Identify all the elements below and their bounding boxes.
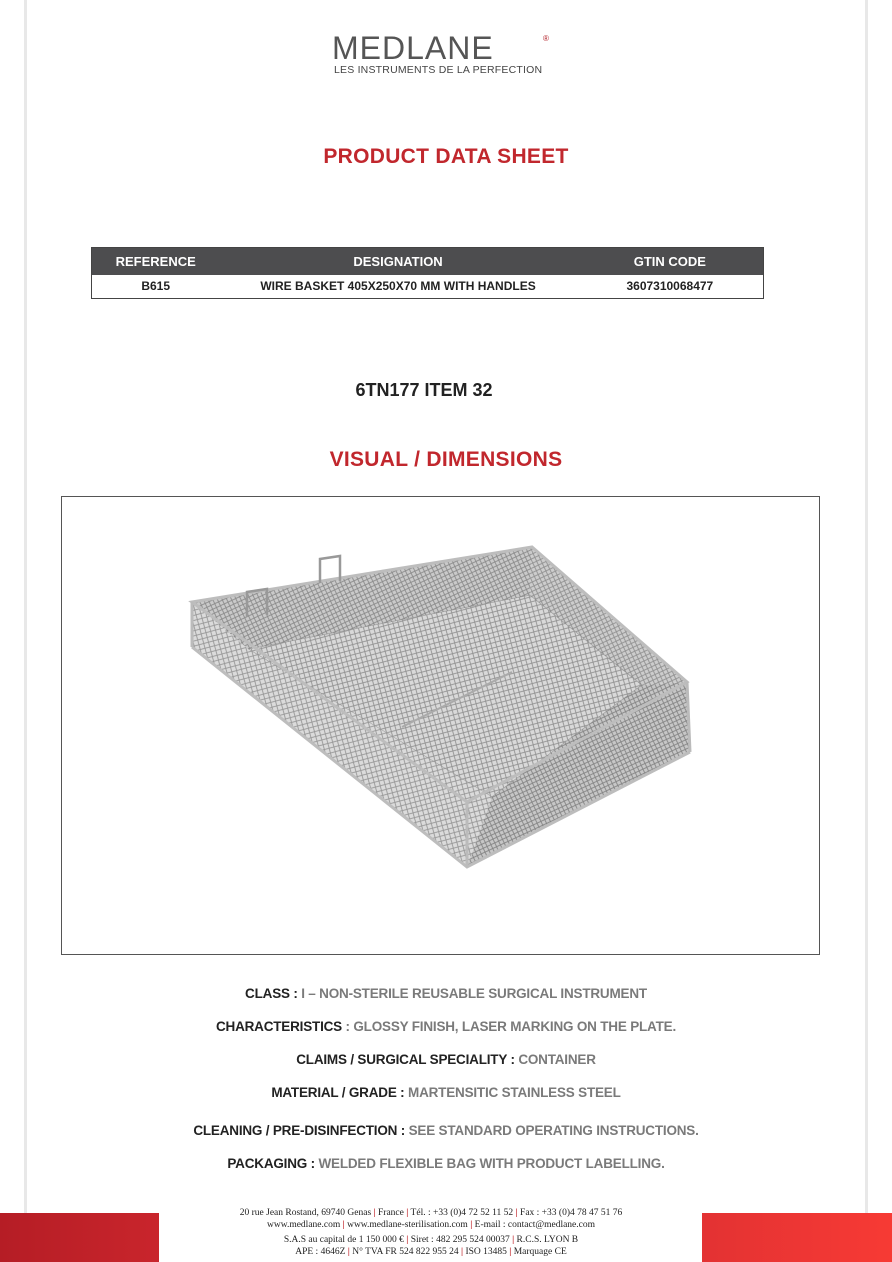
footer-fax: Fax : +33 (0)4 78 47 51 76 (520, 1208, 623, 1218)
cell-designation: WIRE BASKET 405X250X70 MM WITH HANDLES (260, 279, 536, 294)
footer-siret: Siret : 482 295 524 00037 (410, 1235, 510, 1245)
footer-capital: S.A.S au capital de 1 150 000 € (283, 1235, 404, 1245)
spec-material-value: MARTENSITIC STAINLESS STEEL (404, 1085, 621, 1100)
footer-ce-mark: Marquage CE (513, 1247, 567, 1257)
spec-class (0, 986, 892, 1001)
spec-material (0, 1085, 892, 1100)
footer-country: France (378, 1208, 404, 1218)
product-image-frame (61, 496, 820, 955)
spec-characteristics (0, 1019, 892, 1034)
footer-ape: APE : 4646Z (295, 1247, 346, 1257)
table-row (92, 275, 764, 299)
logo-tagline: LES INSTRUMENTS DE LA PERFECTION (334, 64, 543, 76)
logo-wordmark: MEDLANE (332, 30, 494, 66)
footer-iso: ISO 13485 (465, 1247, 507, 1257)
visual-dimensions-title: VISUAL / DIMENSIONS (329, 448, 563, 471)
spec-class-value: I – NON-STERILE REUSABLE SURGICAL INSTRUMENT (297, 986, 647, 1001)
spec-material-label: MATERIAL / GRADE : (271, 1085, 405, 1100)
page-title: PRODUCT DATA SHEET (323, 145, 569, 168)
footer-website-link[interactable]: www.medlane.com (266, 1220, 341, 1230)
spec-characteristics-value: : GLOSSY FINISH, LASER MARKING ON THE PLATE. (341, 1019, 677, 1034)
spec-cleaning-label: CLEANING / PRE-DISINFECTION : (193, 1123, 406, 1138)
spec-claims-label: CLAIMS / SURGICAL SPECIALITY : (296, 1052, 515, 1067)
reference-table (91, 247, 764, 299)
header-reference: REFERENCE (92, 248, 220, 275)
footer-address: 20 rue Jean Rostand, 69740 Genas (239, 1208, 372, 1218)
wire-basket-photo (62, 497, 819, 954)
header-gtin: GTIN CODE (577, 248, 764, 275)
footer-company-line: S.A.S au capital de 1 150 000 € | Siret : 482 295 524 00037 | R.C.S. LYON B (283, 1235, 579, 1245)
item-code: 6TN177 ITEM 32 (355, 380, 493, 400)
spec-claims (0, 1052, 892, 1067)
footer-rcs: R.C.S. LYON B (516, 1235, 579, 1245)
spec-class-label: CLASS : (245, 986, 298, 1001)
footer-address-line: 20 rue Jean Rostand, 69740 Genas | France | Tél. : +33 (0)4 72 52 11 52 | Fax : +33 (0)4 78 47 51 76 (239, 1208, 623, 1218)
spec-packaging-label: PACKAGING : (227, 1156, 315, 1171)
footer-email-link[interactable]: E-mail : contact@medlane.com (474, 1220, 595, 1230)
registered-mark: ® (543, 34, 549, 43)
spec-cleaning (0, 1123, 892, 1138)
footer-sterilisation-link[interactable]: www.medlane-sterilisation.com (347, 1220, 468, 1230)
spec-claims-value: CONTAINER (514, 1052, 596, 1067)
cell-gtin: 3607310068477 (626, 279, 714, 294)
spec-cleaning-value: SEE STANDARD OPERATING INSTRUCTIONS. (405, 1123, 699, 1138)
footer-vat: N° TVA FR 524 822 955 24 (352, 1247, 459, 1257)
footer-accent-bar-right (702, 1213, 892, 1262)
spec-characteristics-label: CHARACTERISTICS (215, 1019, 342, 1034)
footer-phone: Tél. : +33 (0)4 72 52 11 52 (410, 1208, 514, 1218)
footer-legal-line: APE : 4646Z | N° TVA FR 524 822 955 24 | ISO 13485 | Marquage CE (295, 1247, 567, 1257)
medlane-logo (330, 30, 560, 80)
footer-accent-bar-left (0, 1213, 159, 1262)
cell-reference: B615 (141, 279, 171, 294)
spec-packaging (0, 1156, 892, 1171)
header-designation: DESIGNATION (219, 248, 576, 275)
table-header-row (92, 248, 764, 275)
spec-packaging-value: WELDED FLEXIBLE BAG WITH PRODUCT LABELLING. (314, 1156, 665, 1171)
footer-web-line: www.medlane.com | www.medlane-sterilisation.com | E-mail : contact@medlane.com (266, 1220, 595, 1230)
